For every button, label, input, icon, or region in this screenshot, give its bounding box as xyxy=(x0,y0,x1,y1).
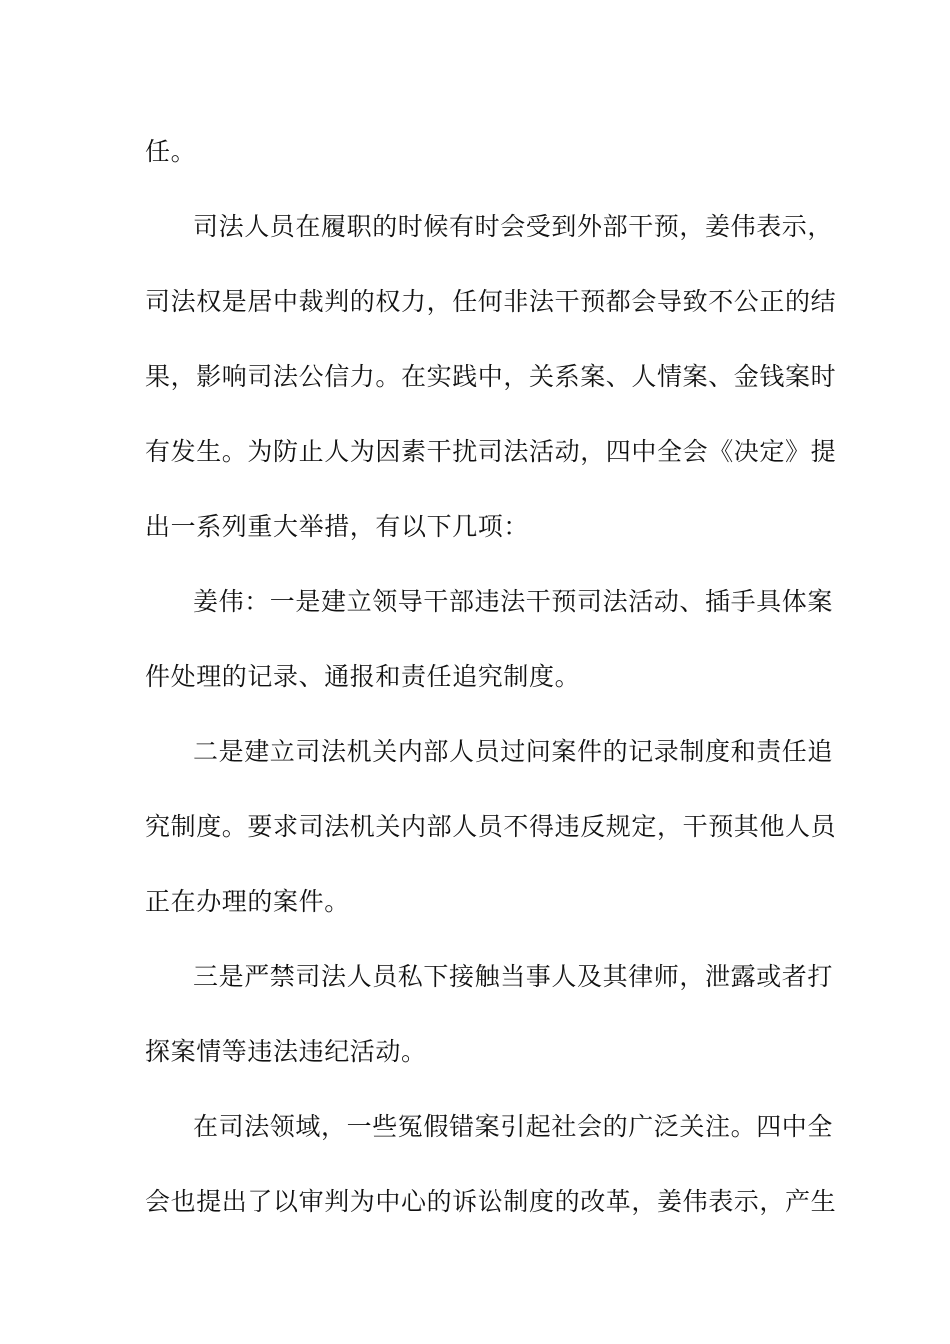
text-line-10: 究制度。要求司法机关内部人员不得违反规定，干预其他人员 xyxy=(145,812,837,841)
text-line-2: 司法人员在履职的时候有时会受到外部干预，姜伟表示， xyxy=(193,212,834,241)
text-line-11: 正在办理的案件。 xyxy=(145,887,350,916)
text-line-9: 二是建立司法机关内部人员过问案件的记录制度和责任追 xyxy=(193,737,834,766)
text-line-14: 在司法领域，一些冤假错案引起社会的广泛关注。四中全 xyxy=(193,1112,834,1141)
text-line-13: 探案情等违法违纪活动。 xyxy=(145,1037,427,1066)
text-line-7: 姜伟：一是建立领导干部违法干预司法活动、插手具体案 xyxy=(193,587,834,616)
text-line-12: 三是严禁司法人员私下接触当事人及其律师，泄露或者打 xyxy=(193,962,834,991)
text-line-15: 会也提出了以审判为中心的诉讼制度的改革，姜伟表示，产生 xyxy=(145,1187,837,1216)
text-line-3: 司法权是居中裁判的权力，任何非法干预都会导致不公正的结 xyxy=(145,287,837,316)
text-line-8: 件处理的记录、通报和责任追究制度。 xyxy=(145,662,581,691)
text-line-6: 出一系列重大举措，有以下几项： xyxy=(145,512,530,541)
text-line-5: 有发生。为防止人为因素干扰司法活动，四中全会《决定》提 xyxy=(145,437,837,466)
text-line-1: 任。 xyxy=(145,137,197,166)
text-line-4: 果，影响司法公信力。在实践中，关系案、人情案、金钱案时 xyxy=(145,362,837,391)
